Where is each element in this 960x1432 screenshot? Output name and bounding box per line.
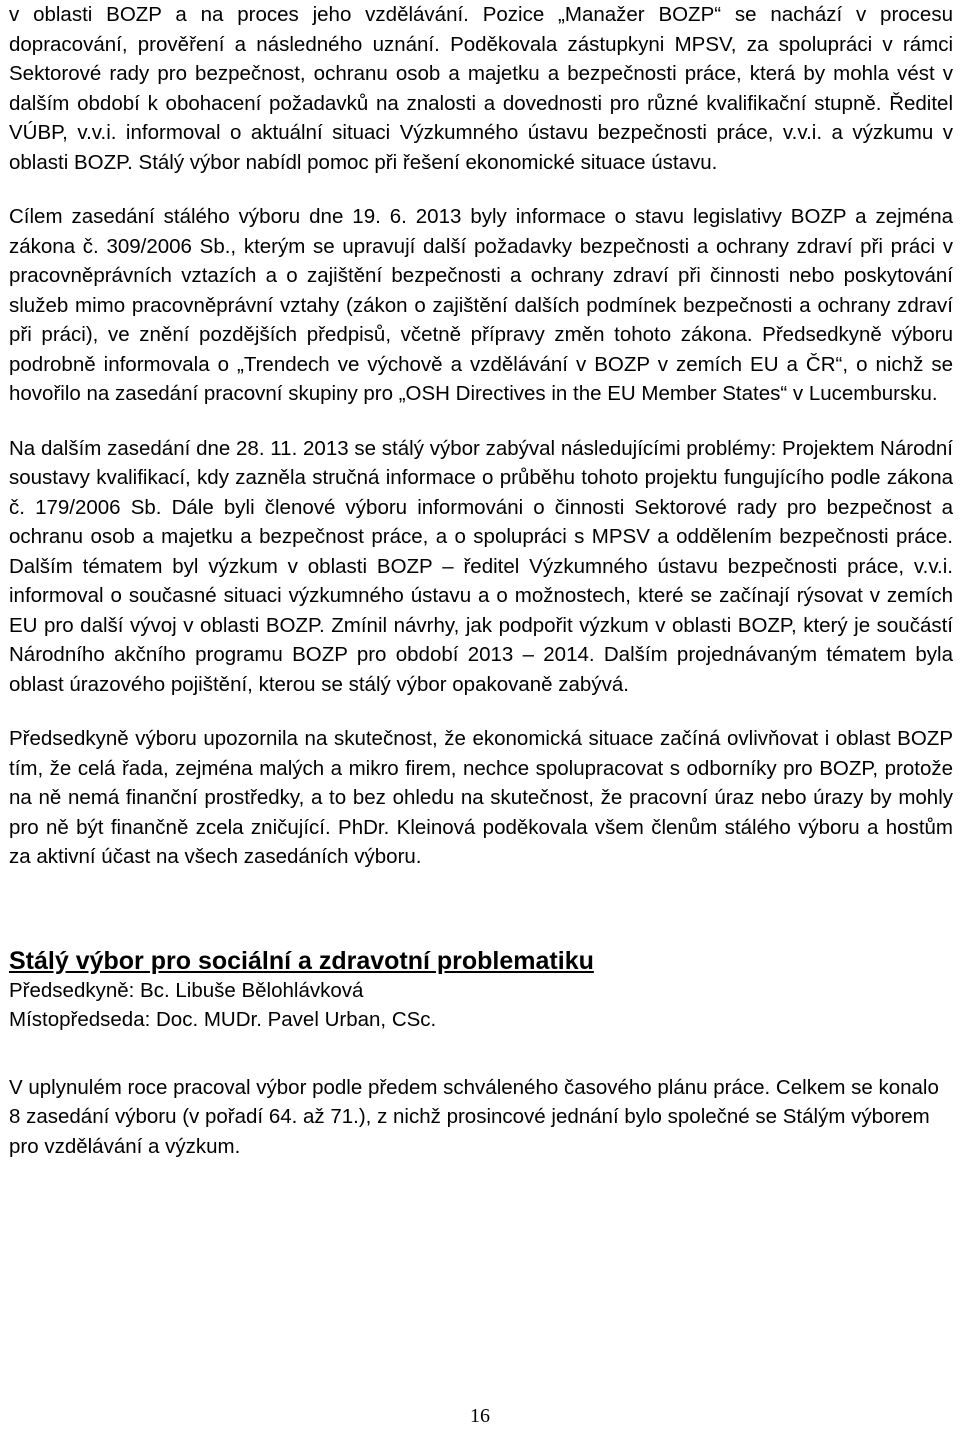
document-page	[9, 0, 953, 1161]
page-number: 16	[470, 1405, 490, 1427]
paragraph-gap	[9, 177, 953, 202]
paragraph-june-meeting: Cílem zasedání stálého výboru dne 19. 6. 2013 byly informace o stavu legislativy BOZP a zejména zákona č. 309/2006 Sb., kterým se upravují další požadavky bezpečnosti a ochrany zdraví při práci v pracovněprávních vztazích a o zajištění bezpečnosti a ochrany zdraví při činnosti nebo poskytování služeb mimo pracovněprávní vztahy (zákon o zajištění dalších podmínek bezpečnosti a ochrany zdraví při práci), ve znění pozdějších předpisů, včetně přípravy změn tohoto zákona. Předsedkyně výboru podrobně informovala o „Trendech ve výchově a vzdělávání v BOZP v zemích EU a ČR“, o nichž se hovořilo na zasedání pracovní skupiny pro „OSH Directives in the EU Member States“ v Lucembursku.	[9, 205, 953, 405]
section-heading: Stálý výbor pro sociální a zdravotní problematiku	[9, 946, 594, 975]
committee-chair: Předsedkyně: Bc. Libuše Bělohlávková	[9, 978, 364, 1002]
paragraph-committee-summary: V uplynulém roce pracoval výbor podle předem schváleného časového plánu práce. Celkem se konalo 8 zasedání výboru (v pořadí 64. až 71.), z nichž prosincové jednání bylo společné se Stálým výborem pro vzdělávání a výzkum.	[9, 1075, 939, 1158]
paragraph-economic-situation: Předsedkyně výboru upozornila na skutečnost, že ekonomická situace začíná ovlivňovat i oblast BOZP tím, že celá řada, zejména malých a mikro firem, nechce spolupracovat s odborníky pro BOZP, protože na ně nemá finanční prostředky, a to bez ohledu na skutečnost, že pracovní úraz nebo úrazy by mohly pro ně být finančně zcela zničující. PhDr. Kleinová poděkovala všem členům stálého výboru a hostům za aktivní účast na všech zasedáních výboru.	[9, 727, 953, 868]
paragraph-gap	[9, 409, 953, 434]
committee-vice-chair: Místopředseda: Doc. MUDr. Pavel Urban, CSc.	[9, 1008, 437, 1031]
paragraph-bozp-position: v oblasti BOZP a na proces jeho vzdělávání. Pozice „Manažer BOZP“ se nachází v procesu dopracování, prověření a následného uznání. Poděkovala zástupkyni MPSV, za spolupráci v rámci Sektorové rady pro bezpečnost, ochranu osob a majetku a bezpečnosti práce, která by mohla vést v dalším období k obohacení požadavků na znalosti a dovednosti pro různé kvalifikační stupně. Ředitel VÚBP, v.v.i. informoval o aktuální situaci Výzkumného ústavu bezpečnosti práce, v.v.i. a výzkumu v oblasti BOZP. Stálý výbor nabídl pomoc při řešení ekonomické situace ústavu.	[9, 3, 953, 174]
paragraph-gap	[9, 699, 953, 724]
paragraph-november-meeting: Na dalším zasedání dne 28. 11. 2013 se stálý výbor zabýval následujícími problémy: Projektem Národní soustavy kvalifikací, kdy zazněla stručná informace o průběhu tohoto projektu fungujícího podle zákona č. 179/2006 Sb. Dále byli členové výboru informováni o činnosti Sektorové rady pro bezpečnost a ochranu osob a majetku a bezpečnost práce, a o spolupráci s MPSV a oddělením bezpečnosti práce. Dalším tématem byl výzkum v oblasti BOZP – ředitel Výzkumného ústavu bezpečnosti práce, v.v.i. informoval o současné situaci výzkumného ústavu a o možnostech, které se začínají rýsovat v zemích EU pro další vývoj v oblasti BOZP. Zmínil návrhy, jak podpořit výzkum v oblasti BOZP, který je součástí Národního akčního programu BOZP pro období 2013 – 2014. Dalším projednávaným tématem byla oblast úrazového pojištění, kterou se stálý výbor opakovaně zabývá.	[9, 436, 953, 696]
section-gap	[9, 872, 953, 946]
paragraph-gap	[9, 1035, 953, 1073]
